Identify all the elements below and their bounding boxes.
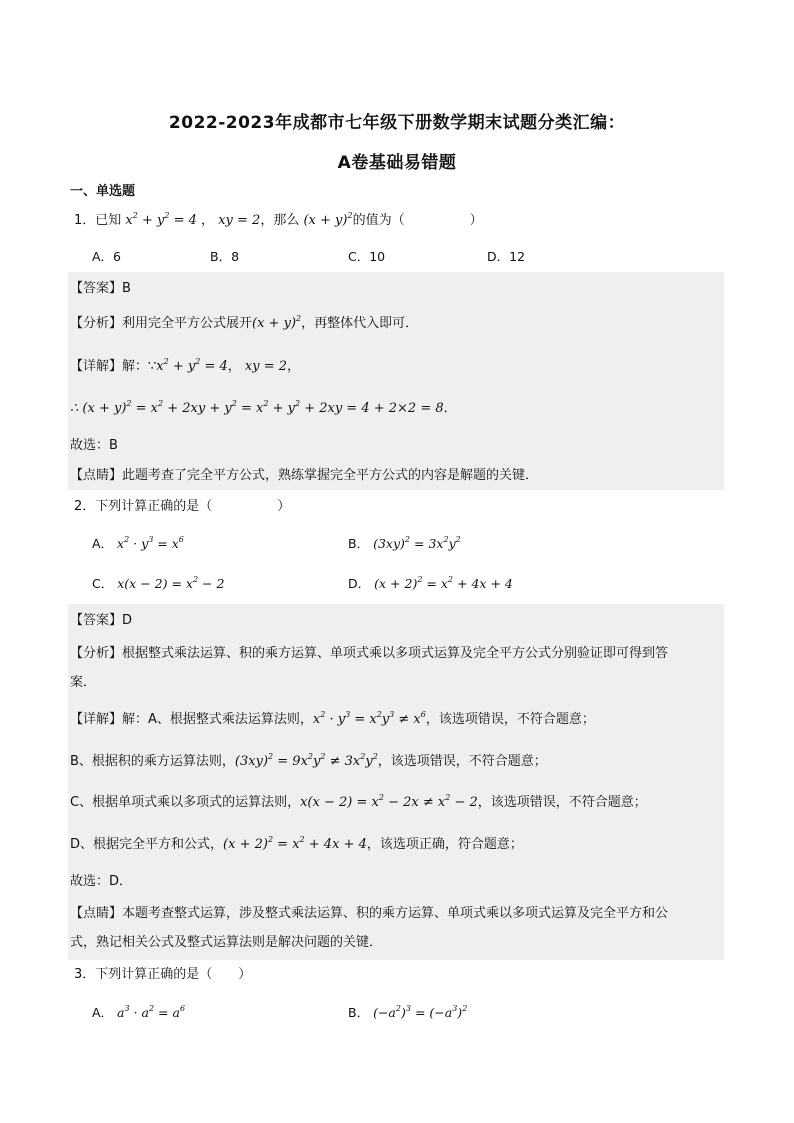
- q3-option-b: [348, 1004, 467, 1022]
- q2-option-b-label: B．: [348, 536, 370, 551]
- q2-detail-d-tail: ，该选项正确，符合题意；: [366, 837, 523, 852]
- q1-stem-suffix: 的值为（ ）: [352, 213, 483, 228]
- q2-option-c-label: C．: [92, 576, 114, 591]
- q2-analysis-line2: 案．: [70, 675, 97, 690]
- q1-detail: [70, 358, 300, 376]
- q2-option-c: [92, 575, 224, 593]
- q2-stem: 2．下列计算正确的是（ ）: [74, 499, 291, 514]
- q1-derivation-end: ．: [443, 401, 457, 416]
- q2-choose: 故选：D．: [70, 874, 133, 889]
- q2-option-b-formula: $(3xy)^2 = 3x^2y^2$: [373, 535, 461, 551]
- q1-detail-formula-2: xy = 2: [244, 359, 288, 374]
- q2-analysis-line1: 【分析】根据整式乘法运算、积的乘方运算、单项式乘以多项式运算及完全平方公式分别验证即可得到答: [70, 646, 669, 661]
- q2-answer: 【答案】D: [70, 613, 133, 628]
- q1-analysis-tail: ，再整体代入即可．: [301, 316, 419, 331]
- q2-comment-line2: 式，熟记相关公式及整式运算法则是解决问题的关键．: [70, 935, 383, 950]
- q2-option-a: [92, 535, 184, 553]
- document-title-line1: 2022-2023年成都市七年级下册数学期末试题分类汇编：: [168, 113, 626, 133]
- q1-analysis-formula: $(x + y)^2$: [252, 314, 302, 331]
- q1-comment: 【点睛】此题考查了完全平方公式，熟练掌握完全平方公式的内容是解题的关键．: [70, 468, 539, 483]
- q1-option-d: D．12: [487, 249, 526, 264]
- q2-detail-c: [70, 794, 647, 812]
- q2-detail-a: [70, 711, 595, 729]
- q2-option-a-formula: $x^2 \cdot y^3 = x^6$: [117, 535, 184, 551]
- q1-stem-sep2: ，那么: [260, 213, 300, 228]
- q1-formula-2: xy = 2: [218, 213, 261, 228]
- q1-formula-3: $(x + y)^2$: [303, 211, 353, 228]
- q2-detail-b: [70, 753, 547, 771]
- q2-detail-b-formula: $(3xy)^2 = 9x^2y^2 \ne 3x^2y^2$: [234, 752, 378, 769]
- q2-detail-d-formula: $(x + 2)^2 = x^2 + 4x + 4$: [223, 835, 367, 852]
- section-heading: 一、单选题: [70, 184, 136, 199]
- q2-detail-a-formula: $x^2 \cdot y^3 = x^2y^3 \ne x^6$: [312, 710, 426, 727]
- q3-option-a-formula: $a^3 \cdot a^2 = a^6$: [117, 1004, 186, 1020]
- q1-option-c: C．10: [348, 249, 386, 264]
- q2-option-d: [348, 575, 513, 593]
- q1-derivation: [70, 400, 457, 418]
- q1-option-b: B．8: [210, 249, 240, 264]
- q2-detail-b-tail: ，该选项错误，不符合题意；: [377, 754, 547, 769]
- q2-comment-line1: 【点睛】本题考查整式运算，涉及整式乘法运算、积的乘方运算、单项式乘以多项式运算及完全平方和公: [70, 906, 669, 921]
- q1-choose: 故选：B: [70, 438, 118, 453]
- q1-stem-sep1: ，: [201, 213, 215, 228]
- q2-option-d-label: D．: [348, 576, 371, 591]
- q1-analysis-text: 【分析】利用完全平方公式展开: [70, 316, 253, 331]
- q2-detail-b-text: B、根据积的乘方运算法则，: [70, 754, 235, 769]
- q2-detail-a-text: 【详解】解：A、根据整式乘法运算法则，: [70, 712, 313, 727]
- q1-detail-text: 【详解】解：∵: [70, 359, 157, 374]
- q2-option-d-formula: $(x + 2)^2 = x^2 + 4x + 4$: [374, 575, 513, 591]
- q3-option-b-label: B．: [348, 1005, 370, 1020]
- q2-detail-d: [70, 836, 523, 854]
- document-title-line2: A卷基础易错题: [337, 153, 457, 173]
- q1-detail-formula-1: $x^2 + y^2 = 4$: [156, 357, 228, 374]
- q2-detail-c-text: C、根据单项式乘以多项式的运算法则，: [70, 795, 301, 810]
- q3-option-b-formula: $(-a^2)^3 = (-a^3)^2$: [373, 1004, 468, 1020]
- q1-solution-panel: [68, 272, 724, 490]
- q2-detail-a-tail: ，该选项错误，不符合题意；: [425, 712, 595, 727]
- q1-option-a: A．6: [92, 249, 122, 264]
- q1-answer: 【答案】B: [70, 281, 131, 296]
- q1-formula-1: $x^2 + y^2 = 4$: [125, 211, 197, 228]
- q3-option-a: [92, 1004, 185, 1022]
- q1-detail-sep2: ，: [287, 359, 301, 374]
- q2-option-c-formula: $x(x - 2) = x^2 - 2$: [117, 575, 225, 591]
- q2-option-a-label: A．: [92, 536, 114, 551]
- q1-stem: [74, 212, 483, 230]
- q3-stem: 3．下列计算正确的是（ ）: [74, 967, 252, 982]
- q2-detail-d-text: D、根据完全平方和公式，: [70, 837, 224, 852]
- q1-stem-prefix: 1．已知: [74, 213, 122, 228]
- q2-option-b: [348, 535, 461, 553]
- q1-derivation-formula: ∴ $(x + y)^2 = x^2 + 2xy + y^2 = x^2 + y^2 + 2xy = 4 + 2\times 2 = 8$: [70, 399, 444, 416]
- q2-detail-c-formula: $x(x - 2) = x^2 - 2x \ne x^2 - 2$: [300, 793, 478, 810]
- q1-detail-sep1: ，: [227, 359, 241, 374]
- q2-detail-c-tail: ，该选项错误，不符合题意；: [477, 795, 647, 810]
- q1-analysis: [70, 315, 418, 333]
- q3-option-a-label: A．: [92, 1005, 114, 1020]
